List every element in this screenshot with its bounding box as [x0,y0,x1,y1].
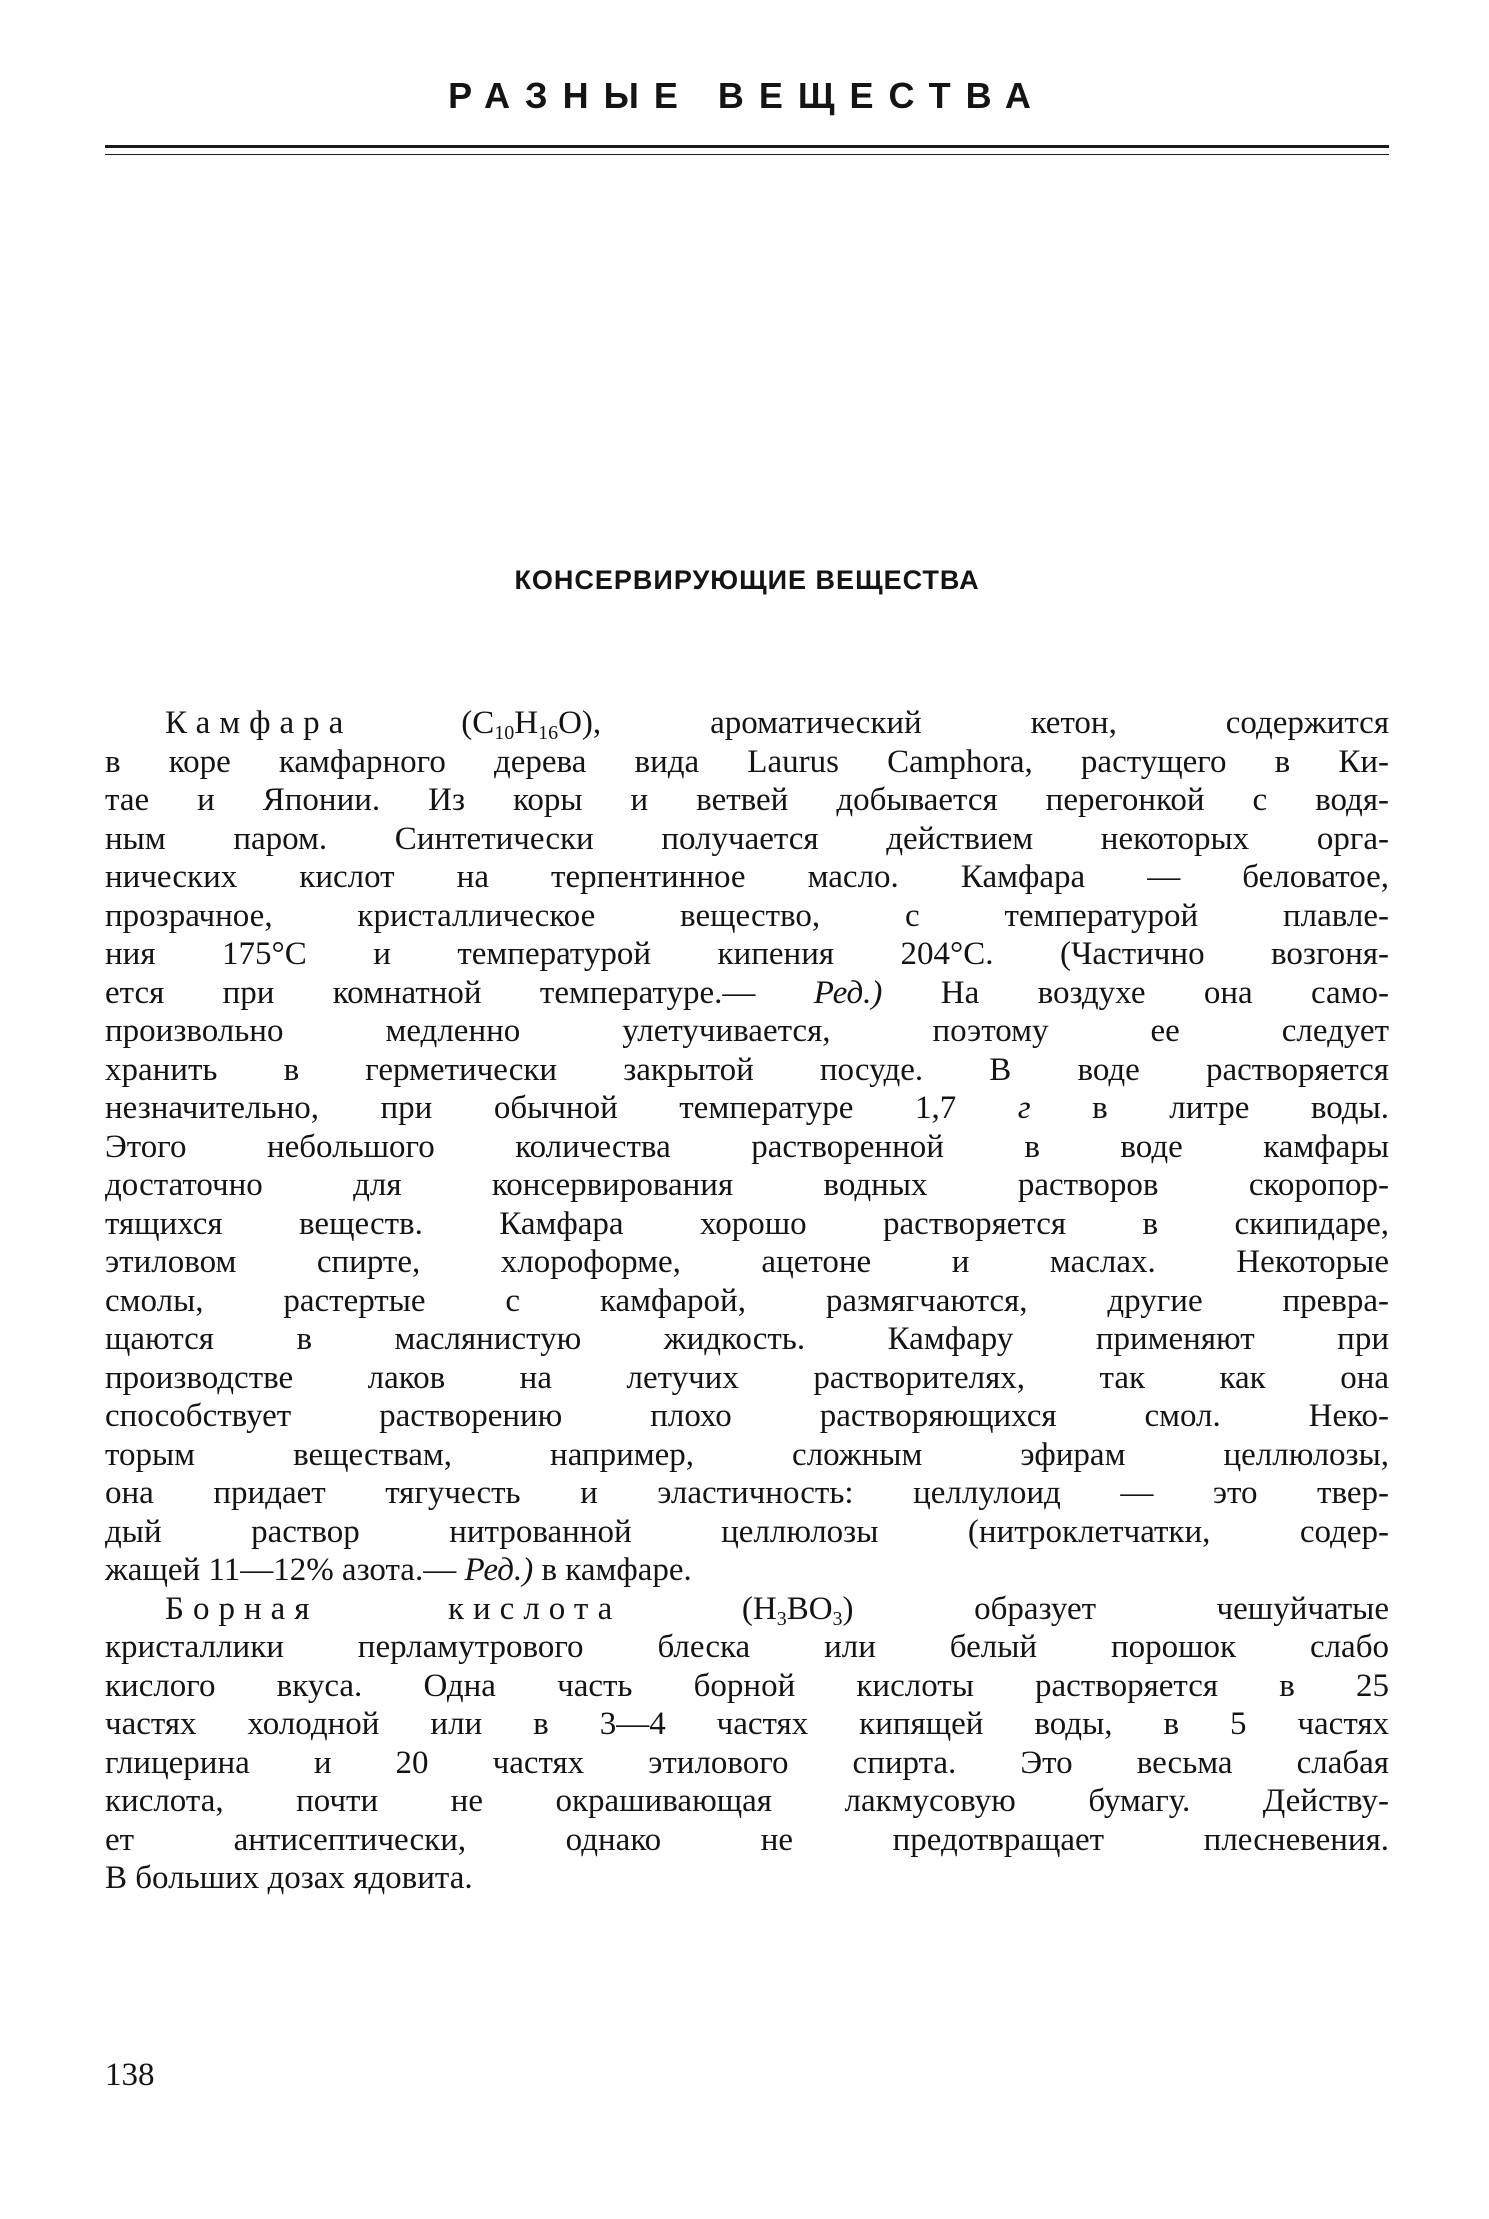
camphor-line-20: торым веществам, например, сложным эфирам целлюлозы, [105,1436,1389,1473]
editor-note-2: Ред.) [464,1552,534,1588]
gram-unit: г [1017,1090,1031,1126]
camphor-line-7: ния 175°С и температурой кипения 204°С. (Частично возгоня- [105,936,1389,972]
camphor-line-6: прозрачное, кристаллическое вещество, с температурой плавле- [105,897,1389,934]
camphor-line-4: ным паром. Синтетически получается действием некоторых орга- [105,820,1389,857]
boric-line-3: кислого вкуса. Одна часть борной кислоты растворяется в 25 [105,1667,1389,1704]
boric-line-1: Борная кислота $(H_3BO_3)$ образует чешуйчатые [165,1590,1389,1630]
camphor-line-16: смолы, растертые с камфарой, размягчаются, другие превра- [105,1282,1389,1319]
running-head: РАЗНЫЕ ВЕЩЕСТВА [448,75,1046,116]
camphor-line-12: Этого небольшого количества растворенной в воде камфары [105,1128,1389,1165]
editor-note: Ред.) [813,974,883,1011]
camphor-line-23: жащей 11—12% азота.— Ред.) в камфаре. [105,1552,692,1588]
camphor-line-22: дый раствор нитрованной целлюлозы (нитроклетчатки, содер- [105,1513,1389,1550]
camphor-line-14: тящихся веществ. Камфара хорошо растворяется в скипидаре, [105,1205,1389,1242]
camphor-line-8: ется при комнатной температуре.— Ред.) На воздухе она само- [105,974,1390,1011]
boric-term: Борная кислота [165,1590,622,1627]
boric-line-8: В больших дозах ядовита. [105,1860,473,1896]
boric-line-4: частях холодной или в 3—4 частях кипящей воды, в 5 частях [105,1706,1389,1742]
camphor-line-18: производстве лаков на летучих растворителях, так как она [105,1359,1389,1396]
camphor-line-11: незначительно, при обычной температуре 1,7 г в литре воды. [105,1090,1390,1126]
camphor-line-3: тае и Японии. Из коры и ветвей добывается перегонкой с водя- [105,782,1389,818]
camphor-line-5: нических кислот на терпентинное масло. Камфара — беловатое, [105,859,1389,895]
camphor-line-2: в коре камфарного дерева вида Laurus Camphora, растущего в Ки- [105,743,1389,780]
camphor-line-9: произвольно медленно улетучивается, поэтому ее следует [105,1013,1389,1049]
boric-line-5: глицерина и 20 частях этилового спирта. Это весьма слабая [105,1744,1389,1781]
camphor-line-15: этиловом спирте, хлороформе, ацетоне и маслах. Некоторые [105,1244,1389,1280]
camphor-line-21: она придает тягучесть и эластичность: целлулоид — это твер- [105,1475,1389,1511]
boric-line-7: ет антисептически, однако не предотвращает плесневения. [105,1821,1389,1858]
section-title: КОНСЕРВИРУЮЩИЕ ВЕЩЕСТВА [514,565,980,595]
boric-formula: $(H_3BO_3)$ [741,1590,854,1630]
camphor-formula: $(C_{10}H_{16}O)$, [461,705,602,744]
camphor-line-17: щаются в маслянистую жидкость. Камфару применяют при [105,1321,1389,1357]
camphor-line-1: Камфара $(C_{10}H_{16}O)$, ароматический кетон, содержится [165,705,1390,744]
boric-line-6: кислота, почти не окрашивающая лакмусовую бумагу. Действу- [105,1783,1389,1819]
body-text [105,704,1389,1898]
camphor-line-10: хранить в герметически закрытой посуде. В воде растворяется [105,1051,1389,1088]
camphor-term: Камфара [165,705,353,741]
header-rule-thick [105,145,1389,148]
camphor-line-13: достаточно для консервирования водных растворов скоропор- [105,1167,1389,1203]
camphor-line-19: способствует растворению плохо растворяющихся смол. Неко- [105,1398,1389,1434]
boric-line-2: кристаллики перламутрового блеска или белый порошок слабо [105,1629,1389,1665]
header-rule-thin [105,154,1389,155]
page-number: 138 [105,2057,155,2093]
